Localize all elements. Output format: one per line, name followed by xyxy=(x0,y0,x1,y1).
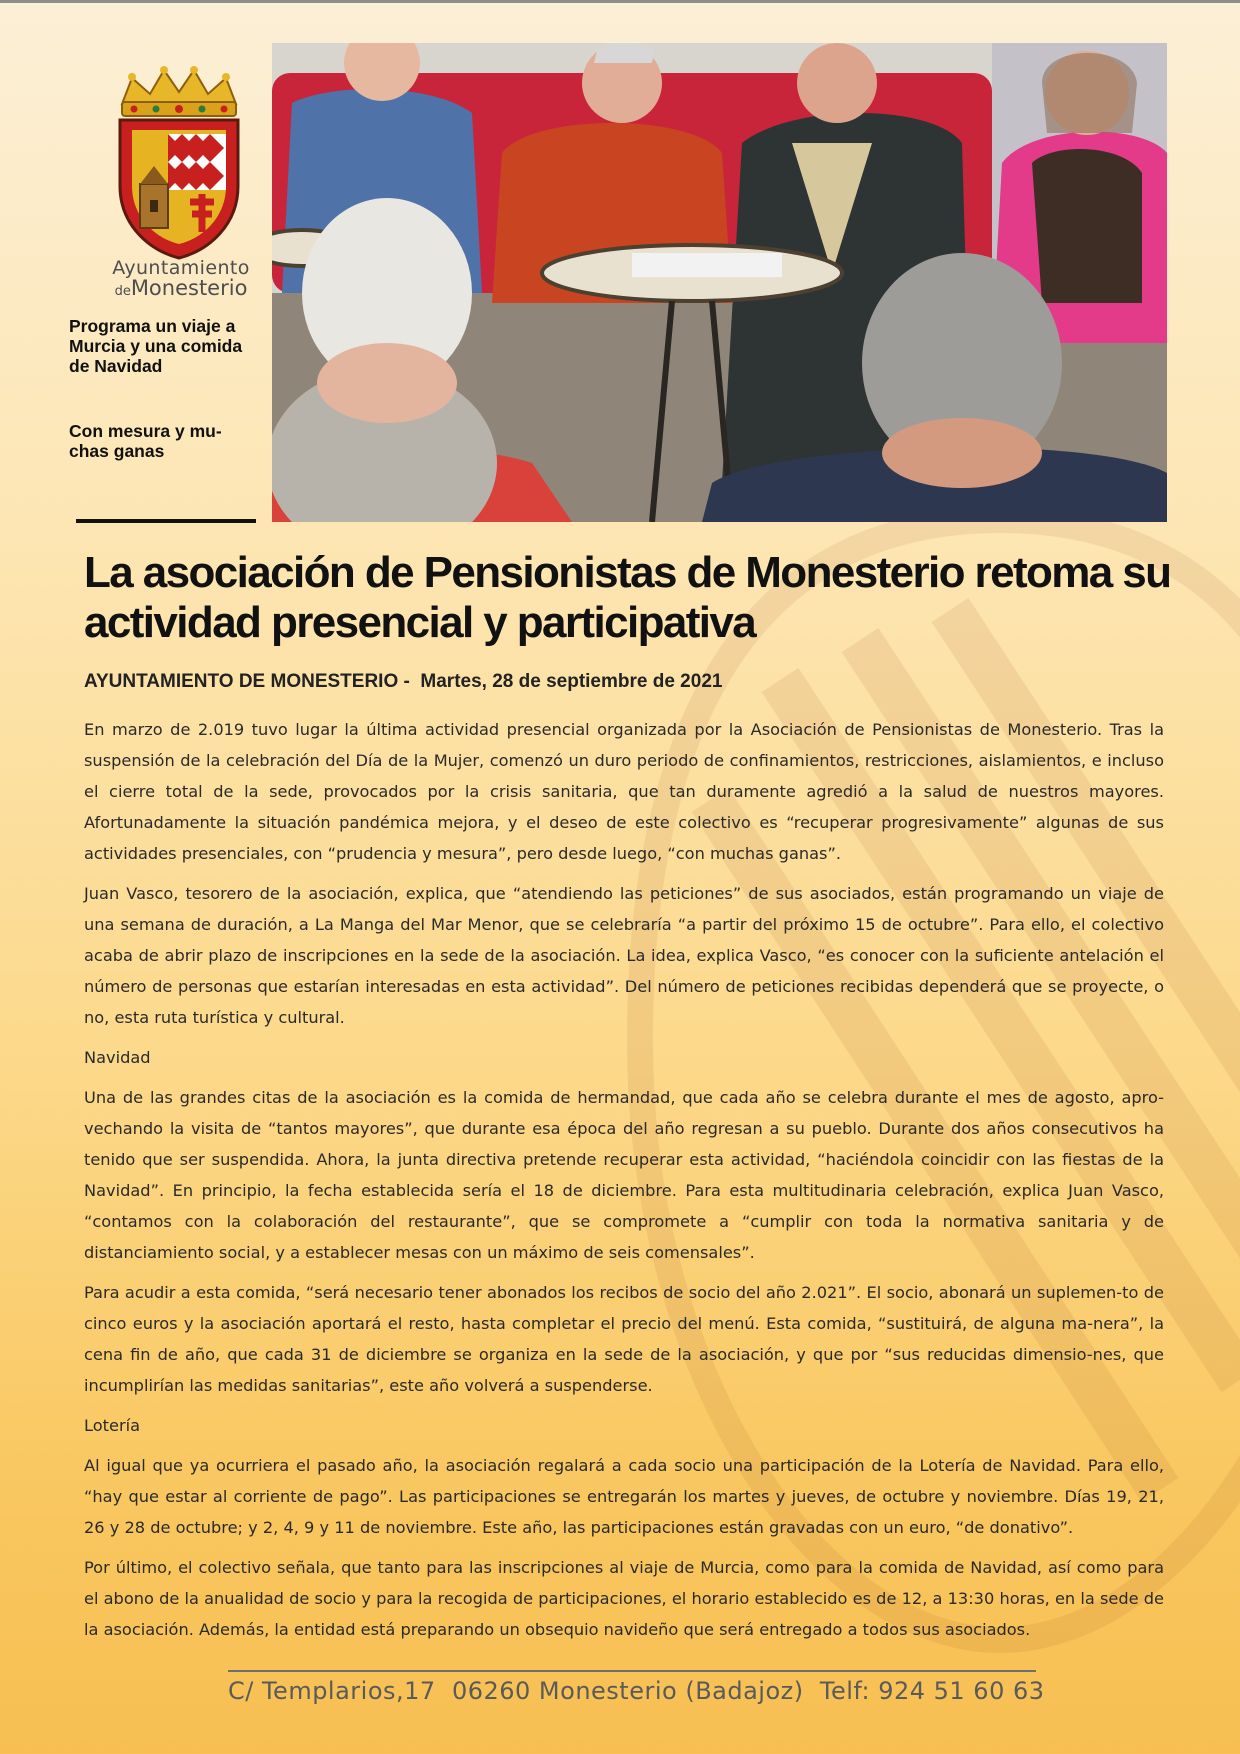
article-body xyxy=(84,714,1164,1654)
article-paragraph: Juan Vasco, tesorero de la asociación, explica, que “atendiendo las peticiones” de sus asociados, están programando un viaje de una semana de duración, a La Manga del Mar Menor, que se celebraría “a partir del próximo 15 de octubre”. Para ello, el colectivo acaba de abrir plazo de inscripciones en la sede de la asociación. La idea, explica Vasco, “es conocer con la suficiente antelación el número de personas que estarían interesadas en esta actividad”. Del número de peticiones recibidas dependerá que se proyecte, o no, esta ruta turística y cultural. xyxy=(84,884,1164,1027)
section-heading-loteria: Lotería xyxy=(84,1416,141,1435)
meeting-photo xyxy=(272,43,1167,522)
logo-text-line2 xyxy=(96,276,266,300)
article-dateline xyxy=(84,671,722,693)
logo-text-small: de xyxy=(114,284,131,299)
dateline-separator: - xyxy=(398,671,421,692)
sidebar-highlight-trip: Programa un viaje a Murcia y una comida de Navidad xyxy=(69,316,243,376)
article-paragraph: Por último, el colectivo señala, que tanto para las inscripciones al viaje de Murcia, como para la comida de Navidad, así como para el abono de la anualidad de socio y para la recogida de participaciones, el horario establecido es de 12, a 13:30 horas, en la sede de la asociación. Además, la entidad está preparando un obsequio navideño que será entregado a todos sus asociados. xyxy=(84,1558,1164,1639)
top-border xyxy=(0,0,1240,3)
footer-address: C/ Templarios,17 06260 Monesterio (Badajoz) Telf: 924 51 60 63 xyxy=(228,1677,1045,1705)
article-source: AYUNTAMIENTO DE MONESTERIO xyxy=(84,671,399,692)
article-paragraph: Una de las grandes citas de la asociación es la comida de hermandad, que cada año se celebra durante el mes de agosto, apro-vechando la visita de “tantos mayores”, que durante esa época del año regresan a su pueblo. Durante dos años consecutivos ha tenido que ser suspendida. Ahora, la junta directiva pretende recuperar esta actividad, “haciéndola coincidir con las fiestas de la Navidad”. En principio, la fecha establecida sería el 18 de diciembre. Para esta multitudinaria celebración, explica Juan Vasco, “contamos con la colaboración del restaurante”, que se compromete a “cumplir con toda la normativa sanitaria y de distanciamiento social, y a establecer mesas con un máximo de seis comensales”. xyxy=(84,1088,1164,1262)
article-date: Martes, 28 de septiembre de 2021 xyxy=(420,671,723,692)
article-paragraph: Para acudir a esta comida, “será necesario tener abonados los recibos de socio del año 2.021”. El socio, abonará un suplemen-to de cinco euros y la asociación aportará el resto, hasta completar el precio del menú. Esta comida, “sustituirá, de alguna ma-nera”, la cena fin de año, que cada 31 de diciembre se organiza en la sede de la asociación, y que por “sus reducidas dimensio-nes, que incumplirían las medidas sanitarias”, este año volverá a suspenderse. xyxy=(84,1283,1164,1395)
municipal-crest-logo xyxy=(110,66,248,262)
section-heading-navidad: Navidad xyxy=(84,1048,151,1067)
footer-divider xyxy=(228,1670,1036,1672)
sidebar-highlight-motto: Con mesura y mu-chas ganas xyxy=(69,421,222,461)
article-paragraph: En marzo de 2.019 tuvo lugar la última actividad presencial organizada por la Asociación de Pensionistas de Monesterio. Tras la suspensión de la celebración del Día de la Mujer, comenzó un duro periodo de confinamientos, restricciones, aislamientos, e incluso el cierre total de la sede, provocados por la crisis sanitaria, que tan duramente agredió a la salud de nuestros mayores. Afortunadamente la situación pandémica mejora, y el deseo de este colectivo es “recuperar progresivamente” algunas de sus actividades presenciales, con “prudencia y mesura”, pero desde luego, “con muchas ganas”. xyxy=(84,720,1164,863)
logo-text-line1: Ayuntamiento xyxy=(112,257,250,279)
article-paragraph: Al igual que ya ocurriera el pasado año, la asociación regalará a cada socio una participación de la Lotería de Navidad. Para ello, “hay que estar al corriente de pago”. Las participaciones se entregarán los martes y jueves, de octubre y noviembre. Días 19, 21, 26 y 28 de octubre; y 2, 4, 9 y 11 de noviembre. Este año, las participaciones están gravadas con un euro, “de donativo”. xyxy=(84,1456,1164,1537)
sidebar-divider xyxy=(76,519,256,523)
shield-icon xyxy=(120,120,238,258)
logo-text-name: Monesterio xyxy=(130,276,248,300)
crown-icon xyxy=(122,66,236,116)
article-title: La asociación de Pensionistas de Monesterio retoma su actividad presencial y participativa xyxy=(84,548,1171,647)
